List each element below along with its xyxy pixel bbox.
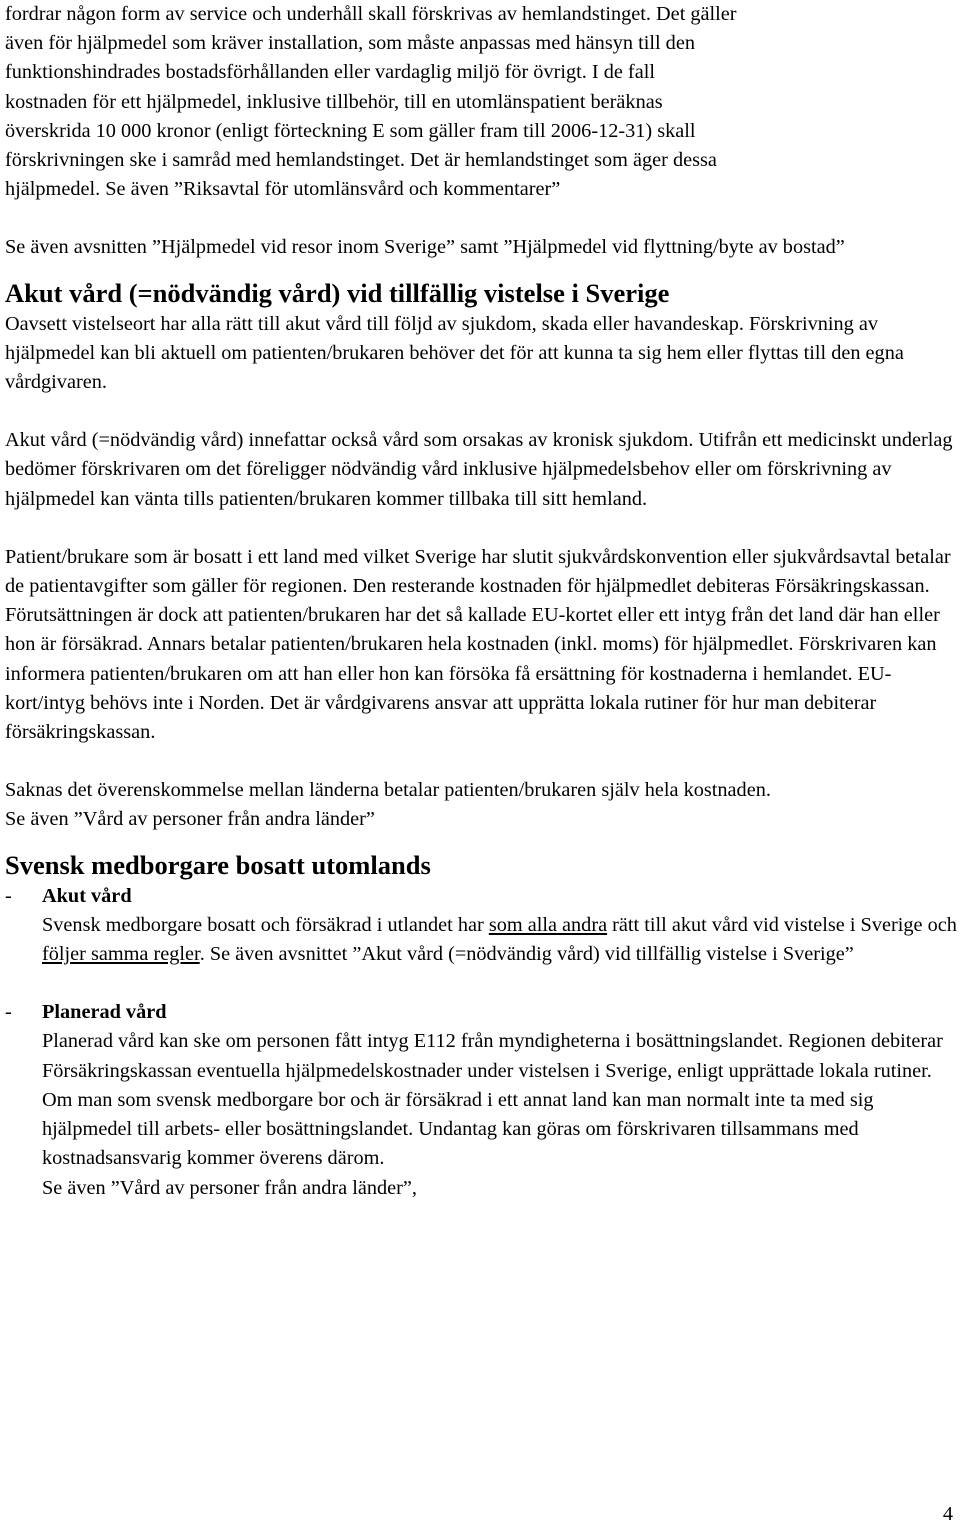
- list-dash: -: [5, 1001, 12, 1024]
- section-heading-swedish-citizen: Svensk medborgare bosatt utomlands: [5, 849, 431, 880]
- paragraph: Oavsett vistelseort har alla rätt till akut vård till följd av sjukdom, skada eller havandeskap. Förskrivning av hjälpmedel kan bli aktuell om patienten/brukaren behöver det för att kunna ta sig hem eller flyttas till den egna vårdgivaren.: [5, 312, 904, 394]
- intro-line: hjälpmedel.: [5, 178, 101, 201]
- intro-line: kostnaden för ett hjälpmedel, inklusive tillbehör, till en utomlänspatient beräknas: [5, 90, 663, 113]
- underlined-text: följer samma regler: [42, 943, 200, 966]
- spacer: [5, 397, 957, 426]
- paragraph: Akut vård (=nödvändig vård) innefattar också vård som orsakas av kronisk sjukdom. Utifrån ett medicinskt underlag bedömer förskrivaren om det föreligger nödvändig vård inklusive hjälpmedelsbehov eller om förskrivning av hjälpmedel kan vänta tills patienten/brukaren kommer tillbaka till sitt hemland.: [5, 429, 953, 510]
- list-item-text: Planerad vård kan ske om personen fått intyg E112 från myndigheterna i bosättningslandet. Regionen debiterar Försäkringskassan eventuella hjälpmedelskostnader under vistelsen i Sverige, enligt upprättade lokala rutiner. Om man som svensk medborgare bor och är försäkrad i ett annat land kan man normalt inte ta med sig hjälpmedel till arbets- eller bosättningslandet. Undantag kan göras om förskrivaren tillsammans med kostnadsansvarig kommer överens därom.: [42, 1030, 943, 1170]
- list-item-acute-care: [5, 882, 957, 970]
- spacer: [5, 514, 957, 543]
- see-also-paragraph: Se även avsnitten ”Hjälpmedel vid resor inom Sverige” samt ”Hjälpmedel vid flyttning/byte av bostad”: [5, 236, 845, 259]
- paragraph: [5, 776, 957, 834]
- intro-line: fordrar någon form av service och underhåll skall förskrivas av hemlandstinget. Det gäller: [5, 3, 737, 25]
- intro-line: överskrida 10 000 kronor (enligt förteckning E som gäller fram till 2006-12-31) skall: [5, 119, 696, 142]
- list-dash: -: [5, 884, 12, 907]
- paragraph-line: Saknas det överenskommelse mellan länderna betalar patienten/brukaren själv hela kostnaden.: [5, 779, 771, 802]
- text-segment: rätt till akut vård vid vistelse i Sverige och: [607, 913, 957, 936]
- paragraph: Patient/brukare som är bosatt i ett land med vilket Sverige har slutit sjukvårdskonvention eller sjukvårdsavtal betalar de patientavgifter som gäller för regionen. Den resterande kostnaden för hjälpmedlet debiteras Försäkringskassan. Förutsättningen är dock att patienten/brukaren har det så kallade EU-kortet eller ett intyg från det land där han eller hon är försäkrad. Annars betalar patienten/brukaren hela kostnaden (inkl. moms) för hjälpmedlet. Förskrivaren kan informera patienten/brukaren om att han eller hon kan försöka få ersättning för kostnaderna i hemlandet. EU-kort/intyg behövs inte i Norden. Det är vårdgivarens ansvar att upprätta lokala rutiner för hur man debiterar försäkringskassan.: [5, 545, 951, 744]
- section-heading-acute-care: Akut vård (=nödvändig vård) vid tillfällig vistelse i Sverige: [5, 277, 670, 308]
- intro-line: funktionshindrades bostadsförhållanden eller vardaglig miljö för övrigt.: [5, 61, 587, 84]
- intro-line: I de fall: [586, 61, 655, 84]
- spacer: [5, 263, 957, 277]
- intro-line: Det är hemlandstinget som äger dessa: [404, 149, 717, 172]
- intro-line: även för hjälpmedel som kräver installation, som måste anpassas med hänsyn till den: [5, 32, 695, 55]
- list-item-text: [42, 911, 957, 969]
- list-item-title: Akut vård: [42, 884, 132, 907]
- list-item-planned-care: [5, 998, 957, 1202]
- spacer: [5, 835, 957, 849]
- spacer: [5, 969, 957, 998]
- intro-line: Se även ”Riksavtal för utomlänsvård och kommentarer”: [100, 178, 561, 201]
- intro-line: förskrivningen ske i samråd med hemlandstinget.: [5, 149, 405, 172]
- paragraph-line: Se även ”Vård av personer från andra länder”: [5, 808, 375, 831]
- list-item-see-also: Se även ”Vård av personer från andra länder”,: [42, 1176, 418, 1199]
- intro-paragraph: [5, 0, 957, 204]
- text-segment: . Se även avsnittet ”Akut vård (=nödvändig vård) vid tillfällig vistelse i Sverige”: [199, 943, 854, 966]
- page-number: 4: [942, 1503, 953, 1525]
- spacer: [5, 204, 957, 233]
- document-page: [5, 0, 957, 1203]
- underlined-text: som alla andra: [488, 913, 608, 936]
- list-item-body: [42, 882, 957, 970]
- text-segment: Svensk medborgare bosatt och försäkrad i utlandet har: [42, 913, 489, 936]
- list-item-body: [42, 998, 957, 1202]
- list-item-title: Planerad vård: [42, 1001, 167, 1024]
- spacer: [5, 747, 957, 776]
